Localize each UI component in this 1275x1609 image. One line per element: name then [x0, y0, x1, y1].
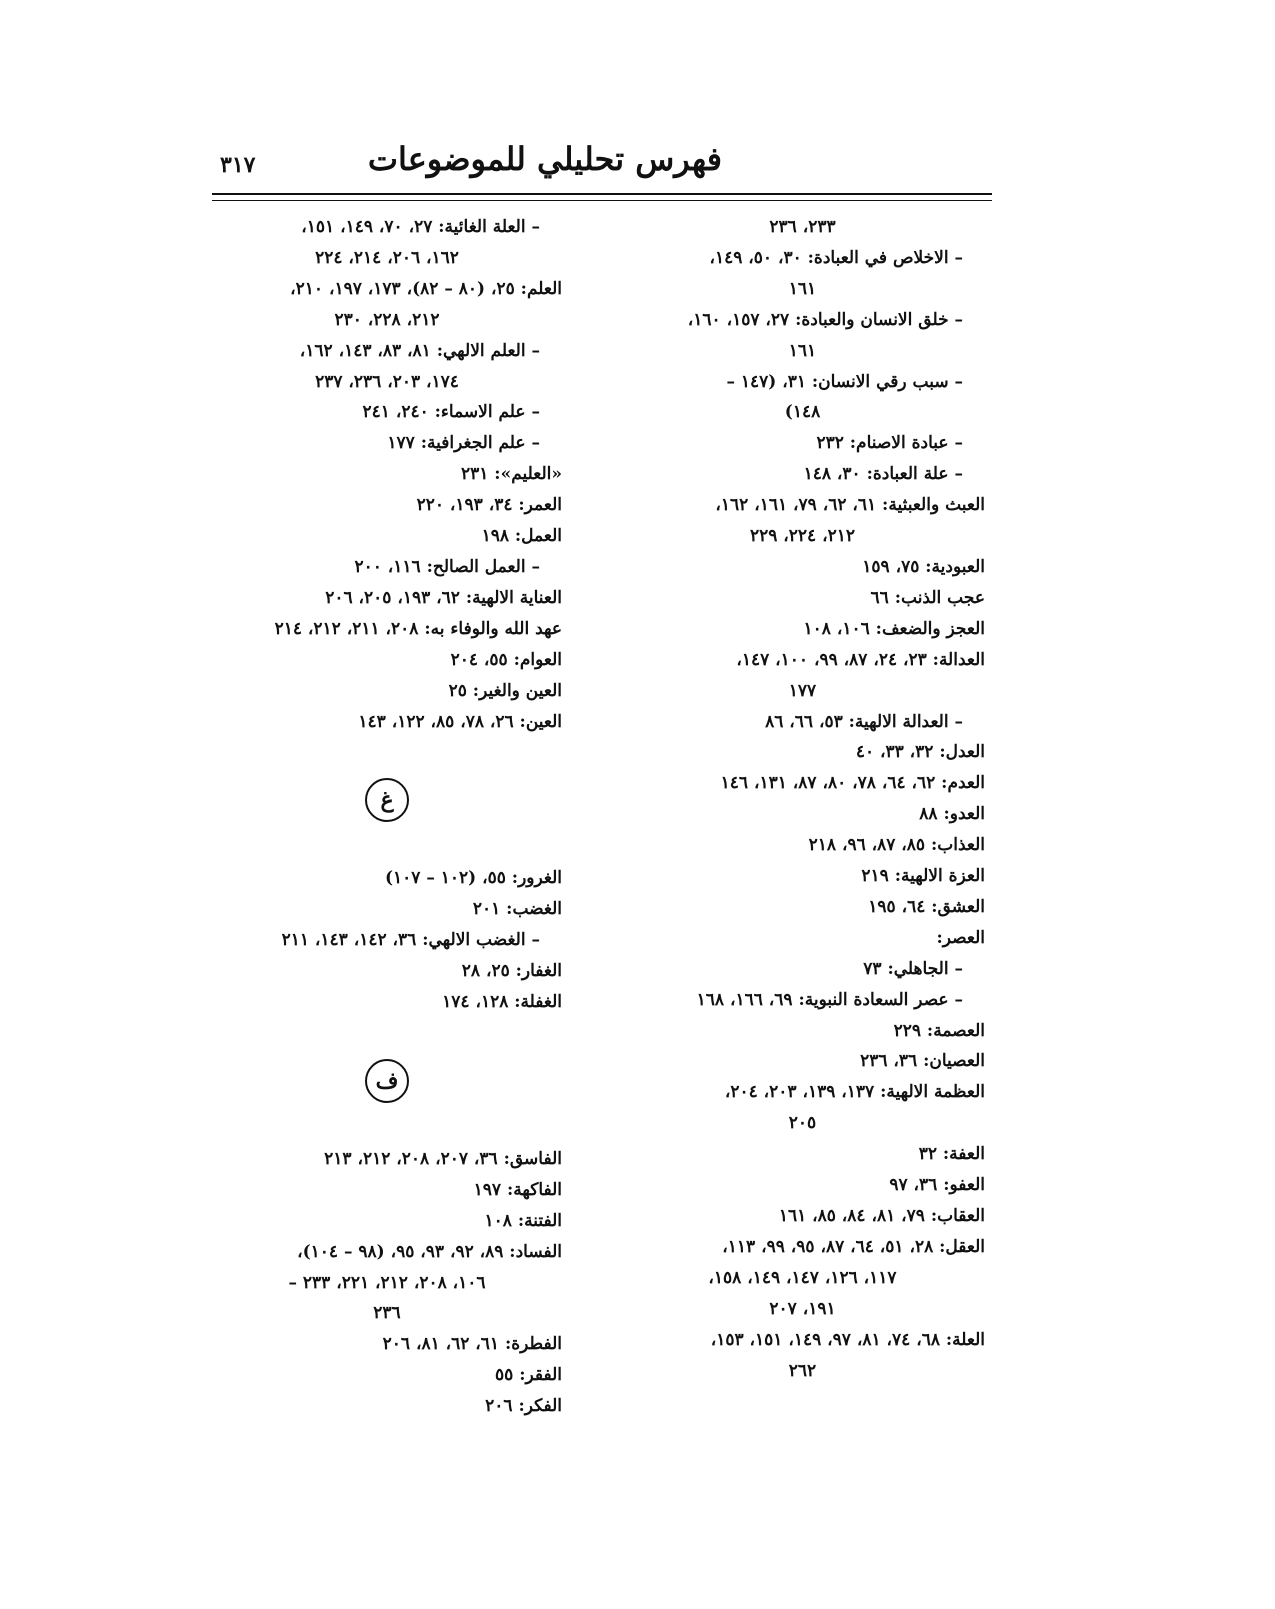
index-entry: العمل: ١٩٨ [481, 526, 562, 547]
index-entry: العدم: ٦٢، ٦٤، ٧٨، ٨٠، ٨٧، ١٣١، ١٤٦ [720, 773, 985, 794]
index-entry-continuation: ٢٠٥ [788, 1113, 817, 1134]
index-entry-continuation: ١٦١ [788, 340, 817, 361]
index-subentry: – العلة الغائية: ٢٧، ٧٠، ١٤٩، ١٥١، [301, 217, 540, 237]
index-entry: العصر: [936, 927, 985, 948]
index-entry: العوام: ٥٥، ٢٠٤ [450, 649, 562, 670]
index-entry-continuation: ١٩١، ٢٠٧ [769, 1298, 836, 1319]
index-entry: العبودية: ٧٥، ١٥٩ [862, 556, 985, 577]
index-entry-continuation: ٢٦٢ [788, 1360, 817, 1381]
index-entry-continuation: ٢١٢، ٢٢٤، ٢٢٩ [749, 526, 856, 547]
index-entry: العين والغير: ٢٥ [448, 680, 562, 701]
index-entry-continuation: ١٧٤، ٢٠٣، ٢٣٦، ٢٣٧ [315, 371, 459, 392]
index-entry: العلم: ٢٥، (٨٠ – ٨٢)، ١٧٣، ١٩٧، ٢١٠، [290, 278, 562, 299]
index-subentry: – الجاهلي: ٧٣ [863, 958, 963, 979]
index-entry-continuation: ١٧٧ [788, 680, 817, 701]
page-title: فهرس تحليلي للموضوعات [367, 140, 722, 178]
index-subentry: – علة العبادة: ٣٠، ١٤٨ [803, 464, 963, 485]
page-number: ٣١٧ [220, 152, 256, 178]
index-entry: الفاسق: ٣٦، ٢٠٧، ٢٠٨، ٢١٢، ٢١٣ [324, 1148, 562, 1169]
index-entry: العدو: ٨٨ [919, 804, 985, 825]
index-entry-continuation: ١٤٨) [784, 402, 821, 423]
header-rule-thick [212, 193, 992, 195]
index-entry: عهد الله والوفاء به: ٢٠٨، ٢١١، ٢١٢، ٢١٤ [274, 618, 562, 639]
letter-ghain-circle: غ [365, 778, 409, 822]
index-entry-continuation: ٢٣٣، ٢٣٦ [769, 217, 836, 237]
index-subentry: – سبب رقي الانسان: ٣١، (١٤٧ – [726, 371, 963, 392]
index-entry: العشق: ٦٤، ١٩٥ [868, 896, 985, 917]
letter-heading-fa [212, 1018, 562, 1144]
index-entry: عجب الذنب: ٦٦ [870, 587, 985, 608]
index-subentry: – العدالة الالهية: ٥٣، ٦٦، ٨٦ [765, 711, 963, 732]
index-subentry: – علم الجغرافية: ١٧٧ [387, 433, 540, 454]
index-entry: العصمة: ٢٢٩ [893, 1020, 985, 1041]
index-entry: العفة: ٣٢ [918, 1144, 985, 1165]
index-entry-continuation: ٢٣٦ [373, 1303, 401, 1324]
page-header [212, 140, 992, 190]
index-entry: العفو: ٣٦، ٩٧ [889, 1175, 985, 1196]
index-entry: الفكر: ٢٠٦ [485, 1396, 562, 1417]
index-subentry: – العلم الالهي: ٨١، ٨٣، ١٤٣، ١٦٢، [299, 340, 540, 361]
index-entry: العصيان: ٣٦، ٢٣٦ [860, 1051, 985, 1072]
index-section-ain-continued [212, 212, 562, 737]
index-subentry: – عصر السعادة النبوية: ٦٩، ١٦٦، ١٦٨ [696, 989, 963, 1010]
index-entry: العبث والعبثية: ٦١، ٦٢، ٧٩، ١٦١، ١٦٢، [715, 495, 985, 516]
index-subentry: – عبادة الاصنام: ٢٣٢ [816, 433, 963, 454]
index-entry: الفتنة: ١٠٨ [484, 1210, 562, 1231]
index-subentry: – العمل الصالح: ١١٦، ٢٠٠ [354, 556, 540, 577]
index-entry: العقل: ٢٨، ٥١، ٦٤، ٨٧، ٩٥، ٩٩، ١١٣، [722, 1236, 985, 1257]
letter-heading-ghain [212, 737, 562, 863]
index-section-ghain [212, 863, 562, 1018]
index-column-left [212, 212, 562, 1422]
index-entry: العزة الالهية: ٢١٩ [861, 866, 985, 887]
index-column-right [620, 212, 985, 1386]
index-section-fa [212, 1144, 562, 1422]
index-entry: الغضب: ٢٠١ [472, 899, 562, 920]
index-subentry: – الاخلاص في العبادة: ٣٠، ٥٠، ١٤٩، [709, 247, 963, 268]
index-subentry: – خلق الانسان والعبادة: ٢٧، ١٥٧، ١٦٠، [687, 309, 963, 330]
index-entry: الفقر: ٥٥ [495, 1365, 562, 1386]
index-subentry: – علم الاسماء: ٢٤٠، ٢٤١ [362, 402, 540, 423]
index-entry-continuation: ١٠٦، ٢٠٨، ٢١٢، ٢٢١، ٢٣٣ – [288, 1272, 486, 1293]
index-entry: العمر: ٣٤، ١٩٣، ٢٢٠ [416, 495, 562, 516]
index-subentry: – الغضب الالهي: ٣٦، ١٤٢، ١٤٣، ٢١١ [281, 930, 540, 951]
index-entry: العدل: ٣٢، ٣٣، ٤٠ [855, 742, 985, 763]
index-entry: العجز والضعف: ١٠٦، ١٠٨ [803, 618, 985, 639]
index-entry: الغفلة: ١٢٨، ١٧٤ [442, 992, 562, 1013]
index-entry: «العليم»: ٢٣١ [460, 464, 562, 485]
index-entry: الفطرة: ٦١، ٦٢، ٨١، ٢٠٦ [382, 1334, 562, 1355]
index-entry: العذاب: ٨٥، ٨٧، ٩٦، ٢١٨ [808, 835, 985, 856]
index-entry: الفساد: ٨٩، ٩٢، ٩٣، ٩٥، (٩٨ – ١٠٤)، [297, 1241, 562, 1262]
index-entry-continuation: ١٦١ [788, 278, 817, 299]
index-entry: الغرور: ٥٥، (١٠٢ – ١٠٧) [384, 868, 562, 889]
index-entry: العين: ٢٦، ٧٨، ٨٥، ١٢٢، ١٤٣ [358, 711, 562, 732]
index-entry: العظمة الالهية: ١٣٧، ١٣٩، ٢٠٣، ٢٠٤، [724, 1082, 985, 1103]
index-entry-continuation: ٢١٢، ٢٢٨، ٢٣٠ [334, 309, 440, 330]
header-rule-thin [212, 200, 992, 201]
index-entry: الفاكهة: ١٩٧ [473, 1179, 562, 1200]
index-entry-continuation: ١١٧، ١٢٦، ١٤٧، ١٤٩، ١٥٨، [708, 1267, 897, 1288]
index-entry: العلة: ٦٨، ٧٤، ٨١، ٩٧، ١٤٩، ١٥١، ١٥٣، [710, 1329, 985, 1350]
letter-fa-circle: ف [365, 1059, 409, 1103]
index-entry: العقاب: ٧٩، ٨١، ٨٤، ٨٥، ١٦١ [778, 1206, 985, 1226]
index-entry-continuation: ١٦٢، ٢٠٦، ٢١٤، ٢٢٤ [315, 247, 459, 268]
index-entry: العناية الالهية: ٦٢، ١٩٣، ٢٠٥، ٢٠٦ [325, 587, 562, 608]
index-entry: العدالة: ٢٣، ٢٤، ٨٧، ٩٩، ١٠٠، ١٤٧، [736, 649, 985, 670]
index-entry: الغفار: ٢٥، ٢٨ [461, 961, 562, 982]
